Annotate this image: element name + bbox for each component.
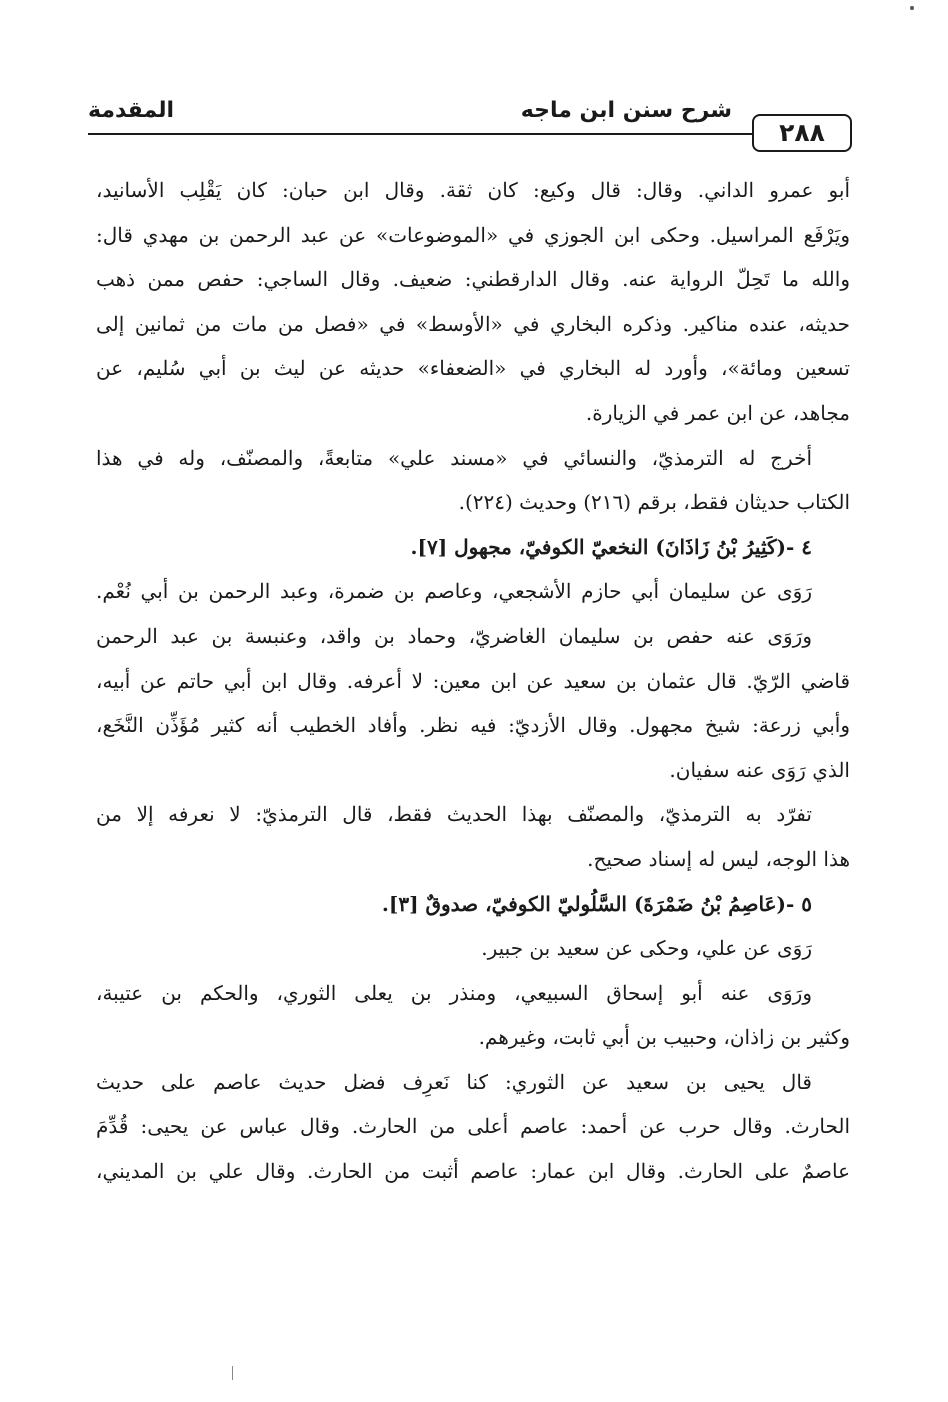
page-number-box: ٢٨٨ (752, 114, 852, 152)
running-section-title: المقدمة (88, 98, 175, 123)
paragraph (96, 168, 850, 436)
text-line: وأبي زرعة: شيخ مجهول. وقال الأزديّ: فيه نظر. وأفاد الخطيب أنه كثير مُؤَذِّن النَّخَع، (96, 713, 850, 738)
text-line: هذا الوجه، ليس له إسناد صحيح. (587, 846, 850, 871)
text-line: والله ما تَحِلّ الرواية عنه. وقال الدارقطني: ضعيف. وقال الساجي: حفص ممن ذهب (96, 267, 850, 292)
text-line: حديثه، عنده مناكير. وذكره البخاري في «الأوسط» في «فصل من مات من ثمانين إلى (96, 311, 850, 336)
paragraph (96, 436, 850, 525)
page-header (88, 92, 852, 158)
scan-speck (232, 1366, 233, 1380)
paragraph (96, 926, 850, 971)
narrator-entry-heading (96, 882, 850, 927)
text-line: عاصمٌ على الحارث. وقال ابن عمار: عاصم أثبت من الحارث. وقال علي بن المديني، (96, 1159, 850, 1184)
text-line: ٥ -(عَاصِمُ بْنُ ضَمْرَةَ) السَّلُوليّ الكوفيّ، صدوقٌ [٣]. (381, 891, 812, 916)
text-line: الكتاب حديثان فقط، برقم (٢١٦) وحديث (٢٢٤). (458, 490, 850, 515)
paragraph (96, 569, 850, 614)
paragraph (96, 971, 850, 1060)
text-line: ٤ -(كَثِيرُ بْنُ زَاذَانَ) النخعيّ الكوفيّ، مجهول [٧]. (410, 534, 812, 559)
header-rule (88, 133, 752, 135)
text-line: الذي رَوَى عنه سفيان. (669, 757, 850, 782)
text-line: وكثير بن زاذان، وحبيب بن أبي ثابت، وغيرهم. (478, 1025, 850, 1050)
text-line: أبو عمرو الداني. وقال: قال وكيع: كان ثقة. وقال ابن حبان: كان يَقْلِب الأسانيد، (96, 178, 850, 202)
text-line: الحارث. وقال حرب عن أحمد: عاصم أعلى من الحارث. وقال عباس عن يحيى: قُدِّمَ (96, 1114, 850, 1139)
text-line: تفرّد به الترمذيّ، والمصنّف بهذا الحديث فقط، قال الترمذيّ: لا نعرفه إلا من (96, 802, 812, 827)
paragraph (96, 614, 850, 792)
text-line: ورَوَى عنه أبو إسحاق السبيعي، ومنذر بن يعلى الثوري، والحكم بن عتيبة، (96, 980, 812, 1005)
text-line: رَوَى عن علي، وحكى عن سعيد بن جبير. (481, 936, 812, 961)
body-text (96, 168, 850, 1194)
text-line: ورَوَى عنه حفص بن سليمان الغاضريّ، وحماد بن واقد، وعنبسة بن عبد الرحمن (96, 623, 812, 648)
corner-speck (910, 6, 914, 10)
text-line: ويَرْفَع المراسيل. وحكى ابن الجوزي في «الموضوعات» عن عبد الرحمن بن مهدي قال: (96, 222, 850, 247)
text-line: قال يحيى بن سعيد عن الثوري: كنا نَعرِف فضل حديث عاصم على حديث (96, 1069, 812, 1094)
text-line: مجاهد، عن ابن عمر في الزيارة. (585, 400, 850, 425)
paragraph (96, 792, 850, 881)
paragraph (96, 1060, 850, 1194)
text-line: رَوَى عن سليمان أبي حازم الأشجعي، وعاصم بن ضمرة، وعبد الرحمن بن أبي نُعْم. (96, 579, 812, 604)
narrator-entry-heading (96, 525, 850, 570)
text-line: قاضي الرّيّ. قال عثمان بن سعيد عن ابن معين: لا أعرفه. وقال ابن أبي حاتم عن أبيه، (96, 668, 850, 693)
text-line: تسعين ومائة»، وأورد له البخاري في «الضعفاء» حديثه عن ليث بن أبي سُليم، عن (96, 356, 850, 381)
text-line: أخرج له الترمذيّ، والنسائي في «مسند علي» متابعةً، والمصنّف، وله في هذا (96, 445, 812, 470)
running-book-title: شرح سنن ابن ماجه (520, 98, 732, 123)
